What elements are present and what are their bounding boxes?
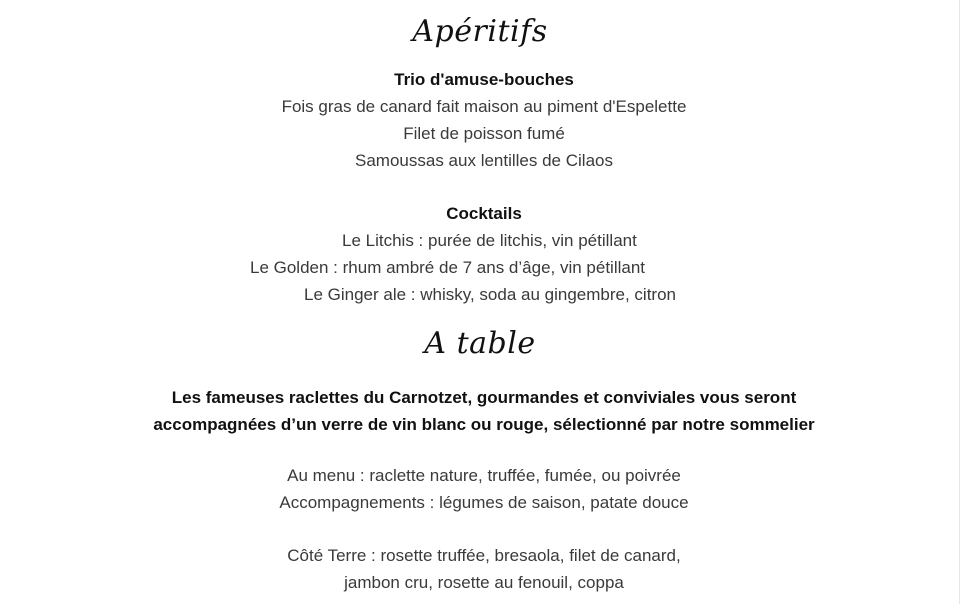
trio-item-foie-gras: Fois gras de canard fait maison au piment d'Espelette <box>281 97 687 116</box>
table-intro-line-1: Les fameuses raclettes du Carnotzet, gourmandes et conviviales vous seront <box>171 388 797 407</box>
cocktails-title: Cocktails <box>446 204 522 223</box>
trio-item-samoussas: Samoussas aux lentilles de Cilaos <box>355 151 613 170</box>
trio-item-poisson: Filet de poisson fumé <box>403 124 565 143</box>
cote-terre-line-1: Côté Terre : rosette truffée, bresaola, filet de canard, <box>287 546 681 565</box>
aperitifs-heading: Apéritifs <box>412 14 548 49</box>
cote-terre-line-2: jambon cru, rosette au fenouil, coppa <box>344 573 624 592</box>
cocktail-litchis: Le Litchis : purée de litchis, vin pétillant <box>342 231 637 250</box>
menu-accompagnements: Accompagnements : légumes de saison, patate douce <box>279 493 689 512</box>
trio-title: Trio d'amuse-bouches <box>394 70 574 89</box>
cocktail-golden: Le Golden : rhum ambré de 7 ans d’âge, vin pétillant <box>250 258 646 277</box>
menu-raclettes: Au menu : raclette nature, truffée, fumée, ou poivrée <box>287 466 681 485</box>
table-intro-line-2: accompagnées d’un verre de vin blanc ou rouge, sélectionné par notre sommelier <box>153 415 815 434</box>
table-heading: A table <box>424 326 536 361</box>
cocktail-ginger-ale: Le Ginger ale : whisky, soda au gingembre, citron <box>304 285 676 304</box>
